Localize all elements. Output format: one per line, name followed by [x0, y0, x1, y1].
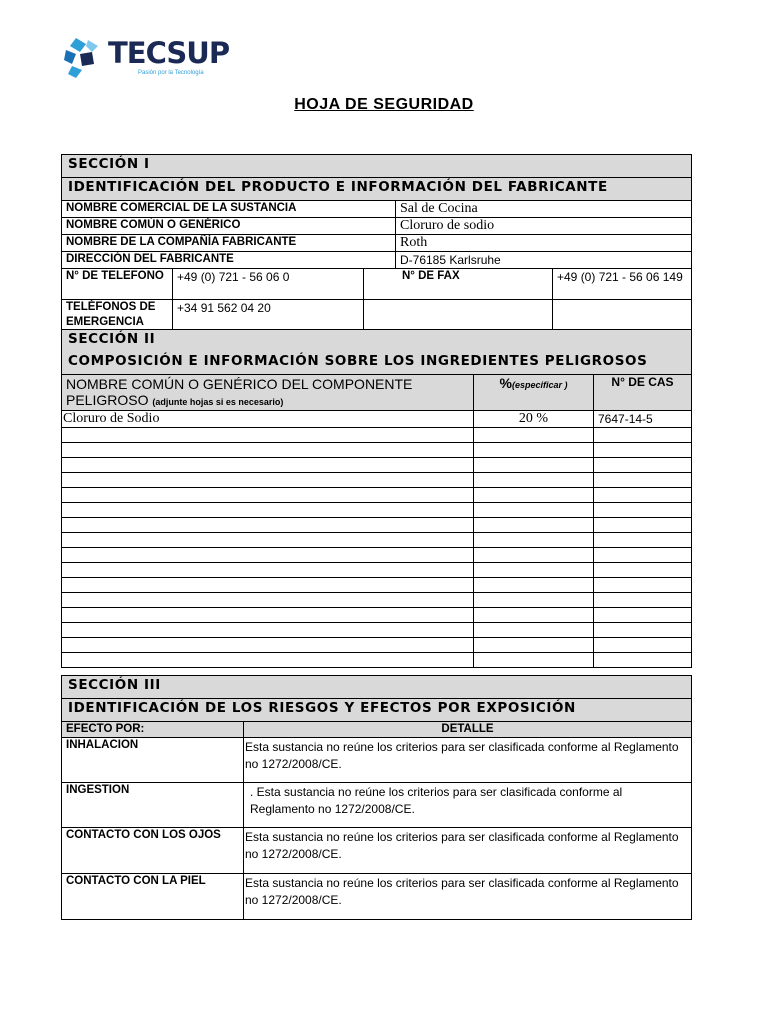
empty-cell [594, 503, 692, 518]
section-1-row [62, 252, 692, 269]
empty-cell [474, 443, 594, 458]
empty-row [62, 428, 692, 443]
empty-cell [594, 458, 692, 473]
empty-row [62, 473, 692, 488]
field-value: Cloruro de sodio [396, 218, 692, 235]
field-value: Sal de Cocina [396, 201, 692, 218]
empty-row [62, 623, 692, 638]
empty-cell [62, 518, 474, 533]
effect-label: CONTACTO CON LA PIEL [62, 874, 244, 920]
empty-cell [474, 518, 594, 533]
empty-cell [594, 533, 692, 548]
empty-cell [474, 428, 594, 443]
section-1-number: SECCIÓN I [62, 155, 692, 178]
empty-cell [62, 623, 474, 638]
empty-cell [474, 593, 594, 608]
empty-cell [474, 608, 594, 623]
effect-detail: Esta sustancia no reúne los criterios para ser clasificada conforme al Reglamento no 1272/2008/CE. [244, 738, 692, 783]
empty-cell [62, 443, 474, 458]
empty-cell [594, 638, 692, 653]
phone-fax-row [62, 269, 692, 300]
phone-value: +49 (0) 721 - 56 06 0 [173, 269, 364, 300]
effect-header: EFECTO POR: [62, 722, 244, 738]
component-percent: 20 % [474, 411, 594, 428]
empty-row [62, 653, 692, 668]
field-value: D-76185 Karlsruhe [396, 252, 692, 269]
section-2-header-row [62, 375, 692, 411]
empty-cell [474, 488, 594, 503]
empty-row [62, 533, 692, 548]
section-2-table [61, 329, 692, 668]
empty-cell [62, 638, 474, 653]
field-label: NOMBRE COMÚN O GENÉRICO [62, 218, 396, 235]
empty-cell [594, 443, 692, 458]
empty-row [62, 443, 692, 458]
section-3-number: SECCIÓN III [62, 676, 692, 699]
empty-cell [594, 518, 692, 533]
empty-cell [594, 563, 692, 578]
section-1-table [61, 154, 692, 331]
empty-cell [474, 653, 594, 668]
empty-cell [474, 623, 594, 638]
empty-row [62, 488, 692, 503]
effect-label: CONTACTO CON LOS OJOS [62, 828, 244, 874]
table-row [62, 874, 692, 920]
table-row [62, 828, 692, 874]
field-label: NOMBRE COMERCIAL DE LA SUSTANCIA [62, 201, 396, 218]
detail-header: DETALLE [244, 722, 692, 738]
empty-cell [62, 608, 474, 623]
section-1-row [62, 235, 692, 252]
effect-detail: . Esta sustancia no reúne los criterios para ser clasificada conforme al Reglamento no 1272/2008/CE. [244, 783, 692, 828]
empty-row [62, 578, 692, 593]
percent-header-note: (especificar ) [511, 380, 568, 390]
fax-value: +49 (0) 721 - 56 06 149 [553, 269, 692, 300]
empty-cell [594, 548, 692, 563]
document-title-text: HOJA DE SEGURIDAD [294, 96, 474, 113]
empty-cell [474, 503, 594, 518]
empty-cell [62, 503, 474, 518]
emergency-value: +34 91 562 04 20 [173, 300, 364, 331]
section-2-number: SECCIÓN II [62, 330, 692, 353]
empty-cell [62, 653, 474, 668]
empty-row [62, 593, 692, 608]
empty-cell [474, 578, 594, 593]
section-1-row [62, 218, 692, 235]
empty-cell [594, 623, 692, 638]
component-name-header-text: NOMBRE COMÚN O GENÉRICO DEL COMPONENTE PELIGROSO [66, 376, 413, 408]
phone-label: N° DE TELEFONO [62, 269, 173, 300]
component-name: Cloruro de Sodio [62, 411, 474, 428]
emergency-label: TELÉFONOS DE EMERGENCIA [62, 300, 173, 331]
empty-row [62, 503, 692, 518]
empty-row [62, 518, 692, 533]
logo-tagline: Pasión por la Tecnología [138, 70, 204, 76]
section-2-title: COMPOSICIÓN E INFORMACIÓN SOBRE LOS INGREDIENTES PELIGROSOS [62, 352, 692, 375]
field-label: DIRECCIÓN DEL FABRICANTE [62, 252, 396, 269]
table-row [62, 783, 692, 828]
table-row [62, 411, 692, 428]
empty-row [62, 563, 692, 578]
section-3-table [61, 675, 692, 920]
empty-cell [594, 428, 692, 443]
effect-label: INGESTION [62, 783, 244, 828]
empty-cell [62, 458, 474, 473]
empty-cell [594, 578, 692, 593]
empty-row [62, 458, 692, 473]
empty-cell [62, 578, 474, 593]
empty-cell [62, 428, 474, 443]
empty-cell [474, 458, 594, 473]
effect-label: INHALACION [62, 738, 244, 783]
empty-cell [364, 300, 553, 331]
component-cas: 7647-14-5 [594, 411, 692, 428]
empty-cell [62, 473, 474, 488]
empty-cell [62, 533, 474, 548]
section-3-header-row [62, 722, 692, 738]
empty-row [62, 548, 692, 563]
percent-header [474, 375, 594, 411]
tecsup-logo-icon [62, 36, 102, 80]
empty-cell [474, 563, 594, 578]
field-value: Roth [396, 235, 692, 252]
tecsup-logo [62, 36, 230, 82]
empty-row [62, 608, 692, 623]
empty-cell [474, 473, 594, 488]
table-row [62, 738, 692, 783]
component-name-header [62, 375, 474, 411]
empty-cell [62, 488, 474, 503]
cas-header: N° DE CAS [594, 375, 692, 411]
empty-cell [553, 300, 692, 331]
emergency-row [62, 300, 692, 331]
empty-cell [594, 593, 692, 608]
empty-cell [594, 488, 692, 503]
empty-cell [62, 563, 474, 578]
section-1-row [62, 201, 692, 218]
logo-wordmark: TECSUP [108, 36, 230, 70]
effect-detail: Esta sustancia no reúne los criterios para ser clasificada conforme al Reglamento no 1272/2008/CE. [244, 874, 692, 920]
section-1-title: IDENTIFICACIÓN DEL PRODUCTO E INFORMACIÓN DEL FABRICANTE [62, 178, 692, 201]
empty-cell [474, 533, 594, 548]
empty-cell [474, 638, 594, 653]
empty-cell [62, 593, 474, 608]
effect-detail: Esta sustancia no reúne los criterios para ser clasificada conforme al Reglamento no 1272/2008/CE. [244, 828, 692, 874]
field-label: NOMBRE DE LA COMPAÑÍA FABRICANTE [62, 235, 396, 252]
empty-cell [474, 548, 594, 563]
empty-cell [62, 548, 474, 563]
percent-header-text: % [499, 375, 512, 391]
section-3-title: IDENTIFICACIÓN DE LOS RIESGOS Y EFECTOS POR EXPOSICIÓN [62, 699, 692, 722]
empty-cell [594, 473, 692, 488]
fax-label: N° DE FAX [364, 269, 553, 300]
component-name-note: (adjunte hojas si es necesario) [152, 397, 284, 407]
empty-row [62, 638, 692, 653]
empty-cell [594, 653, 692, 668]
empty-cell [594, 608, 692, 623]
document-title [0, 96, 768, 114]
